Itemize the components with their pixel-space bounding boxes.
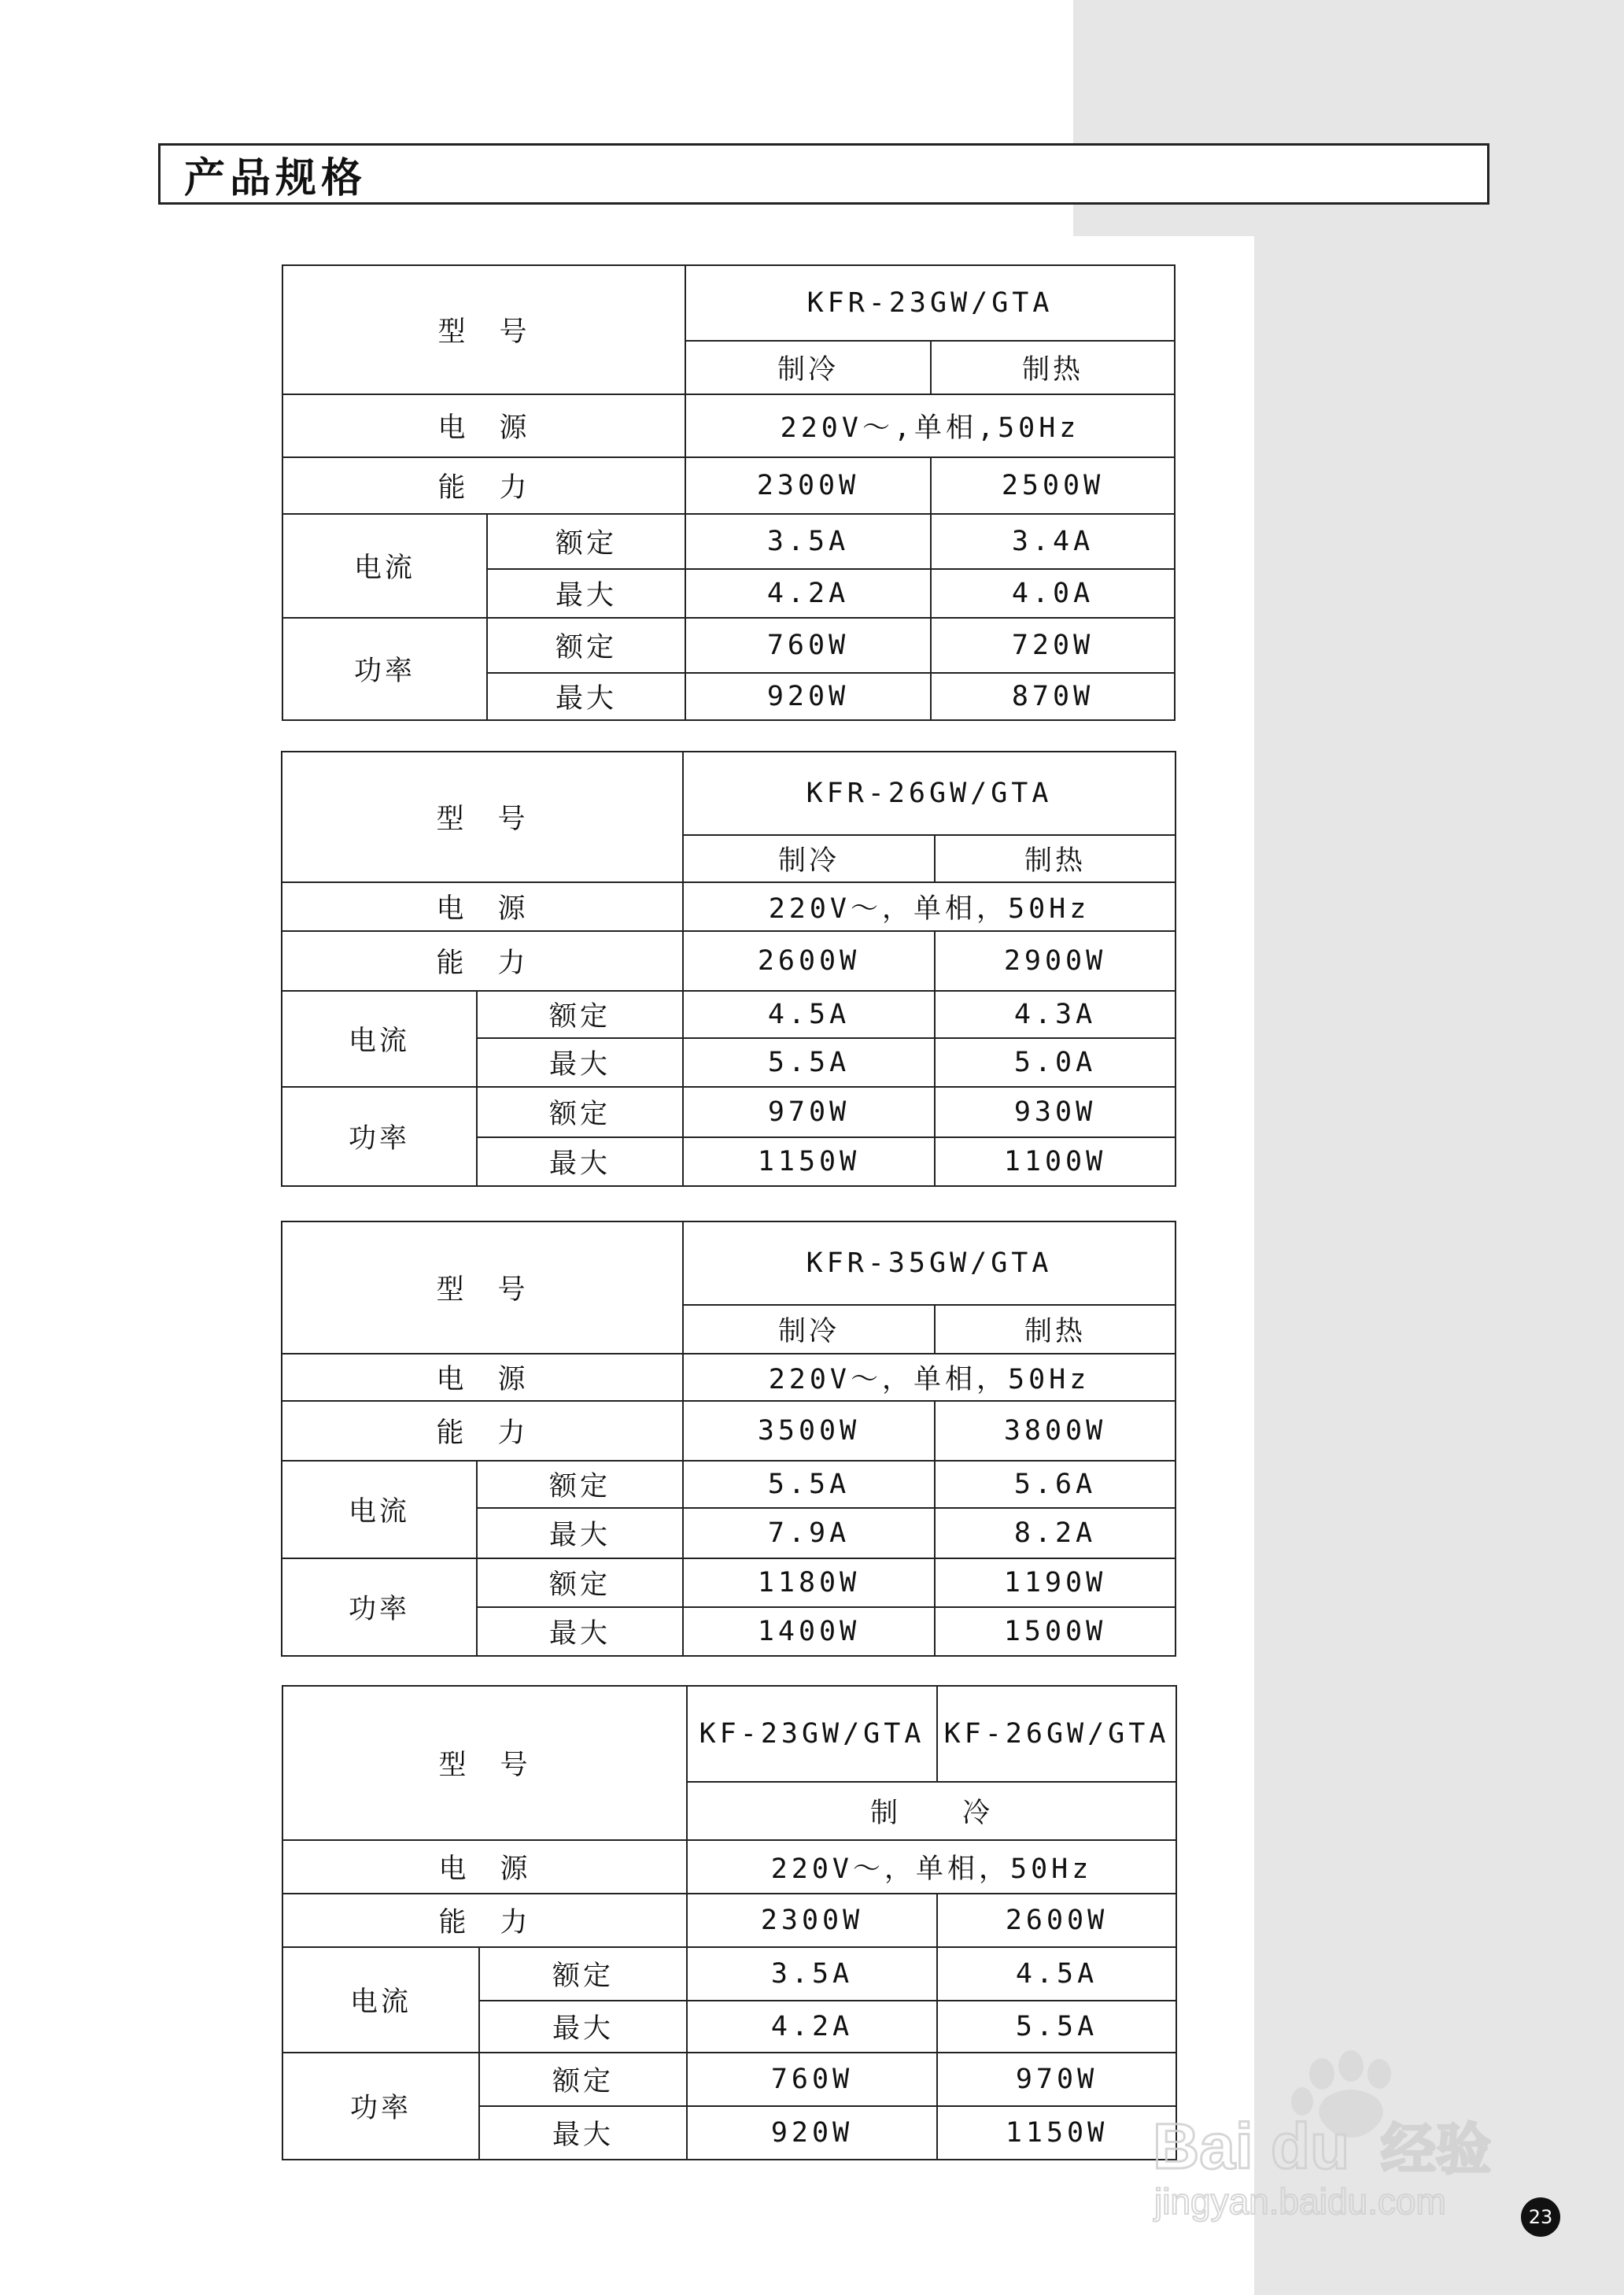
max-label: 最大 [479, 2001, 687, 2053]
max-label: 最大 [477, 1508, 683, 1558]
max-label: 最大 [479, 2106, 687, 2160]
capacity-label: 能 力 [282, 457, 685, 514]
rated-label: 额定 [487, 514, 685, 569]
current-max-cooling: 7.9A [683, 1508, 935, 1558]
current-label: 电流 [282, 1947, 479, 2053]
rated-label: 额定 [477, 1558, 683, 1607]
power-max-heating: 1100W [935, 1137, 1176, 1186]
current-rated-heating: 5.6A [935, 1461, 1176, 1508]
rated-label: 额定 [477, 1087, 683, 1137]
watermark-url: jingyan.baidu.com [1154, 2181, 1446, 2222]
current-rated-heating: 4.3A [935, 991, 1176, 1038]
power-rated-model-1: 760W [687, 2053, 937, 2106]
power-supply-value: 220V～,单相,50Hz [685, 394, 1175, 457]
power-supply-label: 电 源 [282, 1354, 683, 1401]
heating-header: 制热 [935, 835, 1176, 882]
power-max-model-2: 1150W [937, 2106, 1176, 2160]
power-label: 功率 [282, 1087, 477, 1186]
capacity-cooling: 3500W [683, 1401, 935, 1461]
current-max-cooling: 5.5A [683, 1038, 935, 1087]
capacity-cooling: 2300W [685, 457, 931, 514]
current-label: 电流 [282, 514, 487, 618]
section-header [158, 143, 1489, 205]
model-name: KFR-26GW/GTA [683, 752, 1176, 835]
capacity-label: 能 力 [282, 931, 683, 991]
power-rated-cooling: 760W [685, 618, 931, 673]
capacity-heating: 3800W [935, 1401, 1176, 1461]
model-label: 型 号 [282, 752, 683, 882]
power-rated-heating: 1190W [935, 1558, 1176, 1607]
power-supply-label: 电 源 [282, 882, 683, 931]
current-rated-cooling: 4.5A [683, 991, 935, 1038]
max-label: 最大 [477, 1137, 683, 1186]
page-title: 产品规格 [184, 154, 367, 202]
model-name: KFR-35GW/GTA [683, 1221, 1176, 1305]
capacity-label: 能 力 [282, 1894, 687, 1947]
power-max-cooling: 920W [685, 673, 931, 720]
power-supply-value: 220V～，单相，50Hz [683, 882, 1176, 931]
current-rated-model-1: 3.5A [687, 1947, 937, 2001]
power-max-cooling: 1150W [683, 1137, 935, 1186]
current-label: 电流 [282, 1461, 477, 1558]
current-max-heating: 4.0A [931, 569, 1175, 618]
page-number: 23 [1528, 2206, 1553, 2228]
current-max-heating: 8.2A [935, 1508, 1176, 1558]
capacity-model-2: 2600W [937, 1894, 1176, 1947]
spec-table-2 [281, 751, 1176, 1187]
watermark-brand: Bai [1153, 2111, 1253, 2182]
heating-header: 制热 [935, 1305, 1176, 1354]
model-name-1: KF-23GW/GTA [687, 1686, 937, 1782]
baidu-jingyan-watermark [1145, 2042, 1522, 2223]
power-label: 功率 [282, 1558, 477, 1656]
model-name-2: KF-26GW/GTA [937, 1686, 1176, 1782]
rated-label: 额定 [479, 1947, 687, 2001]
cooling-only-header: 制 冷 [687, 1782, 1176, 1840]
power-rated-heating: 720W [931, 618, 1175, 673]
watermark-product: 经验 [1381, 2117, 1491, 2182]
max-label: 最大 [487, 673, 685, 720]
rated-label: 额定 [479, 2053, 687, 2106]
current-rated-cooling: 5.5A [683, 1461, 935, 1508]
current-max-model-1: 4.2A [687, 2001, 937, 2053]
power-rated-cooling: 970W [683, 1087, 935, 1137]
power-max-heating: 1500W [935, 1607, 1176, 1656]
spec-table-4 [282, 1685, 1177, 2160]
rated-label: 额定 [487, 618, 685, 673]
capacity-heating: 2900W [935, 931, 1176, 991]
cooling-header: 制冷 [685, 341, 931, 394]
capacity-heating: 2500W [931, 457, 1175, 514]
rated-label: 额定 [477, 1461, 683, 1508]
power-max-cooling: 1400W [683, 1607, 935, 1656]
power-supply-label: 电 源 [282, 394, 685, 457]
heating-header: 制热 [931, 341, 1175, 394]
max-label: 最大 [477, 1607, 683, 1656]
power-rated-cooling: 1180W [683, 1558, 935, 1607]
power-supply-label: 电 源 [282, 1840, 687, 1894]
power-supply-value: 220V～，单相，50Hz [687, 1840, 1176, 1894]
power-max-model-1: 920W [687, 2106, 937, 2160]
current-label: 电流 [282, 991, 477, 1087]
capacity-model-1: 2300W [687, 1894, 937, 1947]
max-label: 最大 [487, 569, 685, 618]
model-name: KFR-23GW/GTA [685, 265, 1175, 341]
spec-table-3 [281, 1221, 1176, 1657]
model-label: 型 号 [282, 1221, 683, 1354]
capacity-cooling: 2600W [683, 931, 935, 991]
power-supply-value: 220V～，单相，50Hz [683, 1354, 1176, 1401]
model-label: 型 号 [282, 265, 685, 394]
current-rated-model-2: 4.5A [937, 1947, 1176, 2001]
spec-table-1 [282, 264, 1176, 721]
power-rated-model-2: 970W [937, 2053, 1176, 2106]
cooling-header: 制冷 [683, 835, 935, 882]
background-band-side [1254, 236, 1624, 2295]
rated-label: 额定 [477, 991, 683, 1038]
current-rated-cooling: 3.5A [685, 514, 931, 569]
model-label: 型 号 [282, 1686, 687, 1840]
power-max-heating: 870W [931, 673, 1175, 720]
power-label: 功率 [282, 2053, 479, 2160]
capacity-label: 能 力 [282, 1401, 683, 1461]
power-rated-heating: 930W [935, 1087, 1176, 1137]
current-max-heating: 5.0A [935, 1038, 1176, 1087]
cooling-header: 制冷 [683, 1305, 935, 1354]
page-number-badge [1521, 2197, 1560, 2237]
watermark-brand-suffix: du [1271, 2111, 1350, 2182]
current-max-cooling: 4.2A [685, 569, 931, 618]
current-rated-heating: 3.4A [931, 514, 1175, 569]
current-max-model-2: 5.5A [937, 2001, 1176, 2053]
power-label: 功率 [282, 618, 487, 720]
max-label: 最大 [477, 1038, 683, 1087]
